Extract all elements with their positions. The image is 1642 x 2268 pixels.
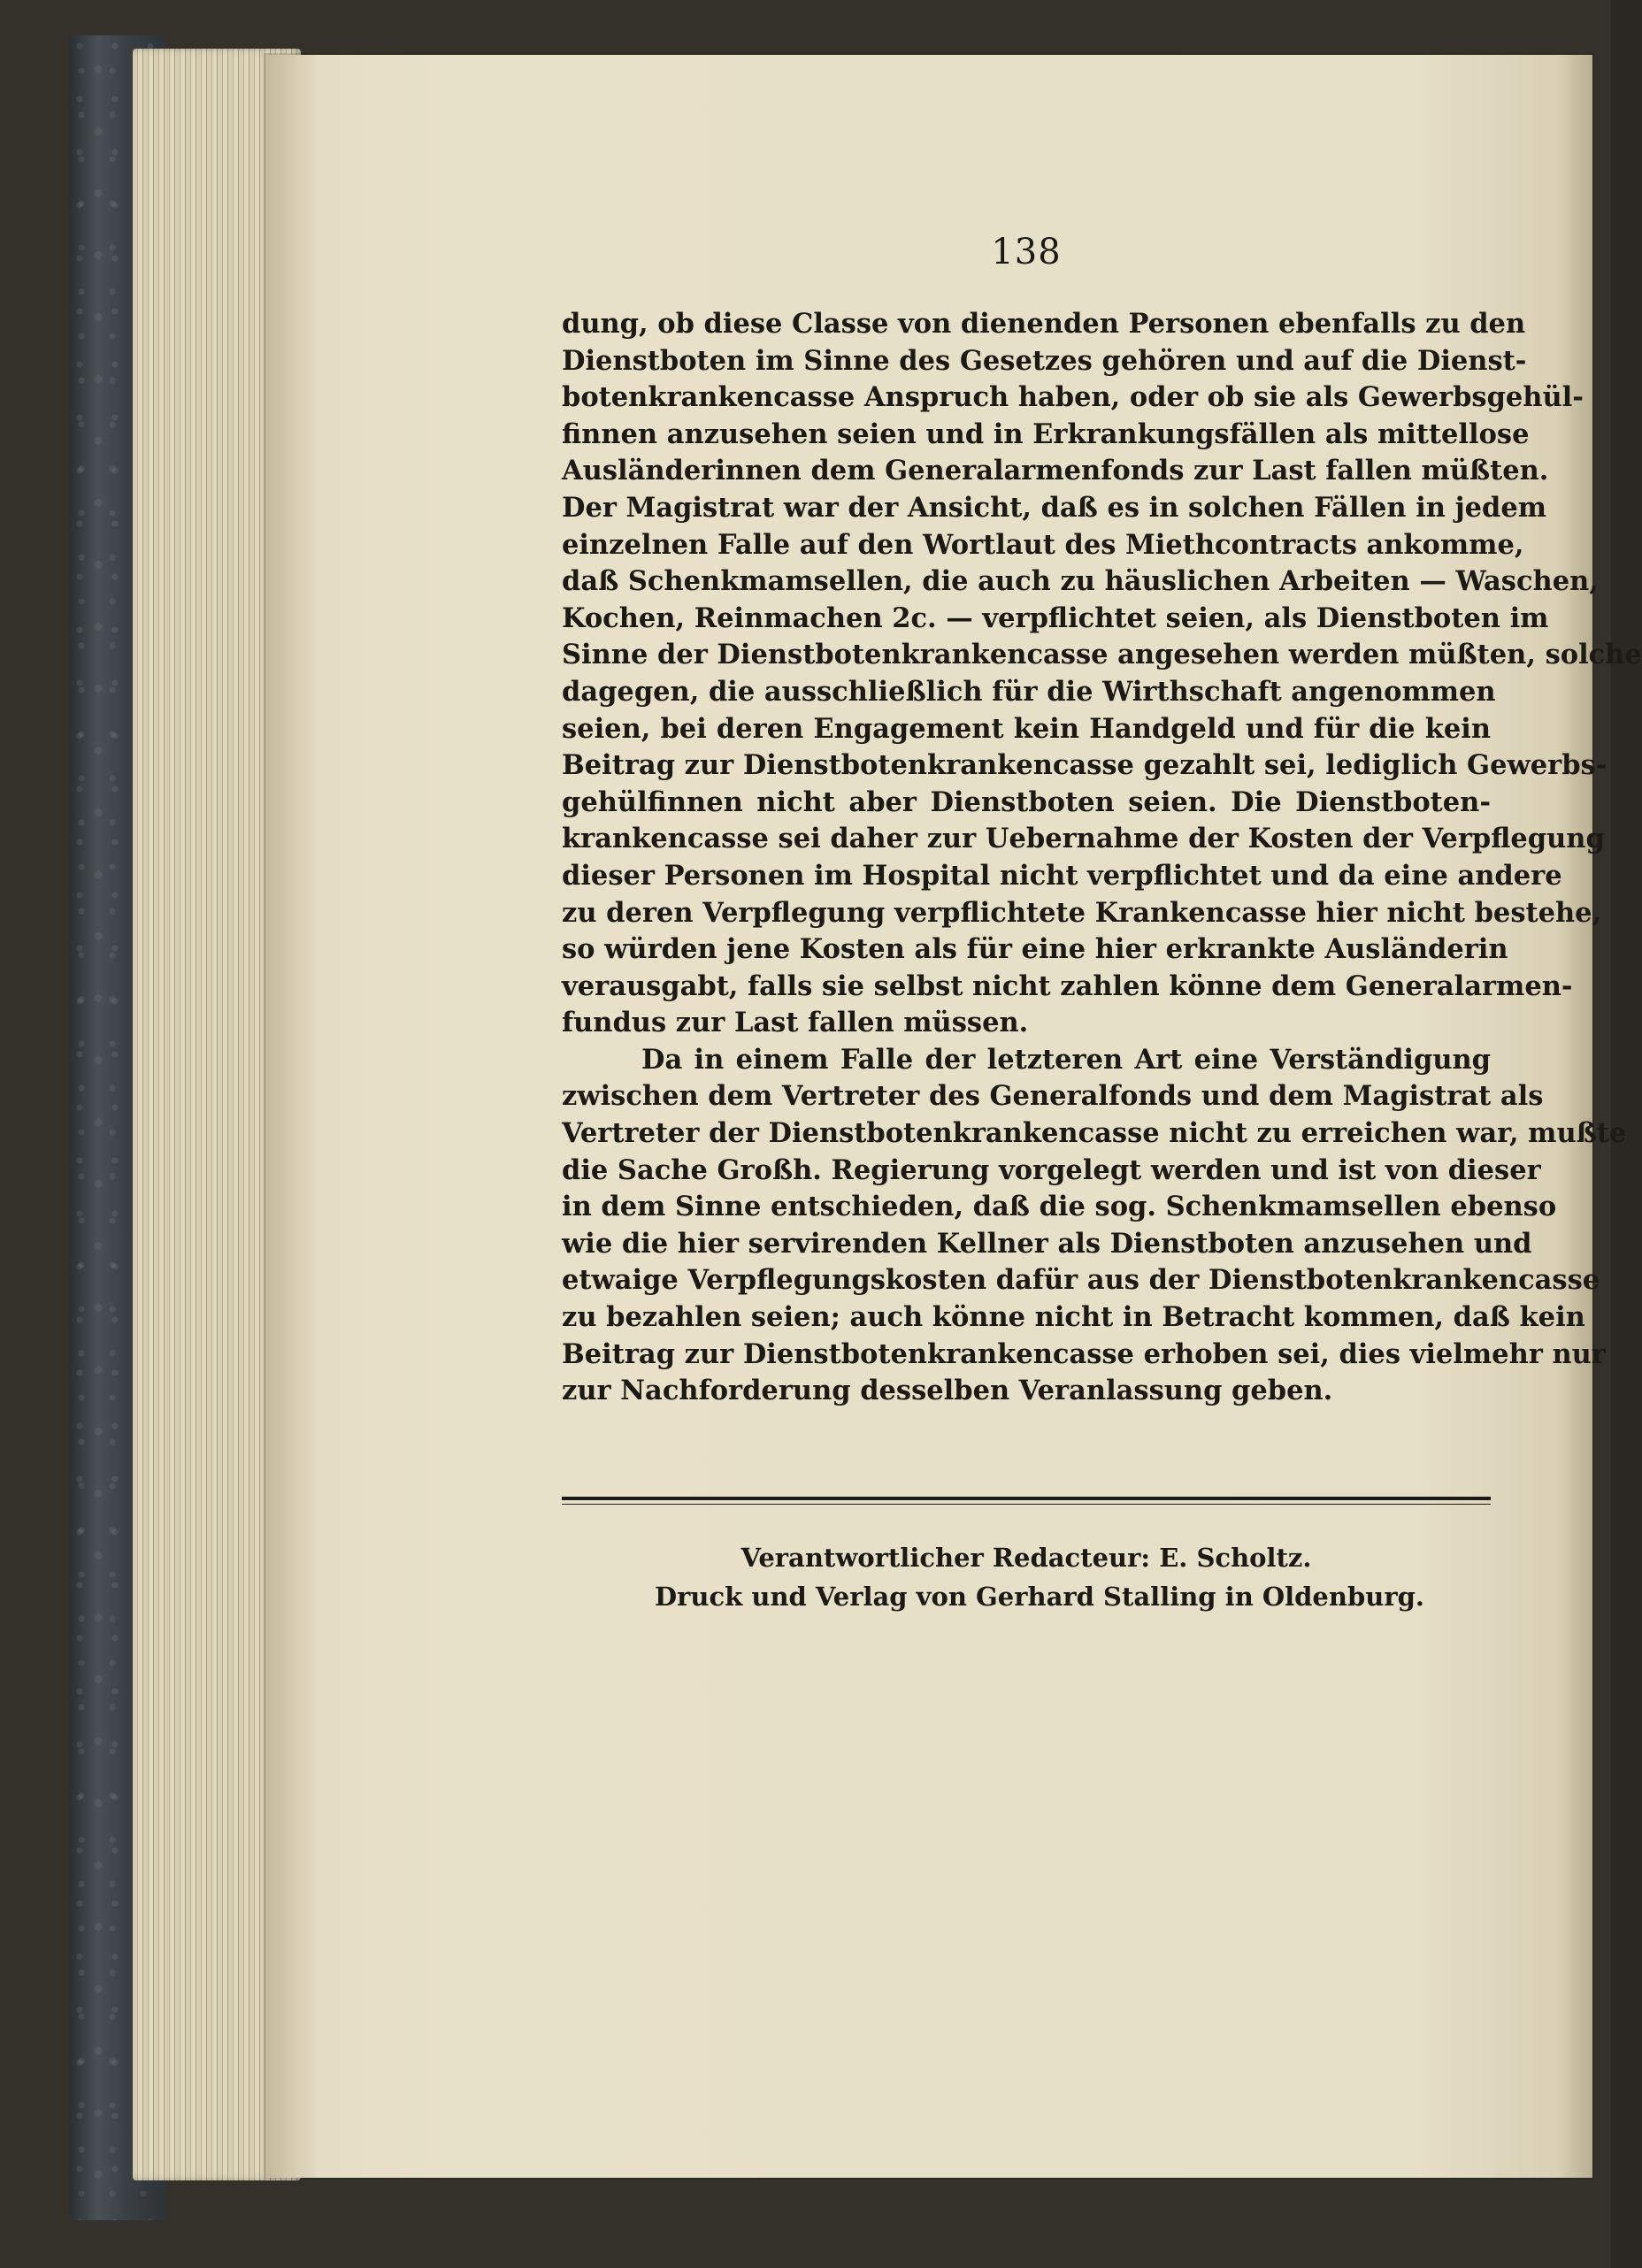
text-line: die Sache Großh. Regierung vorgelegt werden und ist von dieser [562,1153,1541,1186]
text-line: Vertreter der Dienstbotenkrankencasse nicht zu erreichen war, mußte [562,1117,1627,1150]
text-line: Der Magistrat war der Ansicht, daß es in solchen Fällen in jedem [562,491,1547,524]
text-line: Ausländerinnen dem Generalarmenfonds zur Last fallen müßten. [562,455,1549,487]
page-sheet [265,55,1642,2178]
body-text [562,306,1642,1410]
text-line: fundus zur Last fallen müssen. [562,1007,1029,1039]
double-rule-divider [562,1497,1491,1505]
imprint [562,1538,1491,1616]
text-line: etwaige Verpflegungskosten dafür aus der Dienstbotenkrankencasse [562,1264,1600,1297]
text-line: dieser Personen im Hospital nicht verpflichtet und da eine andere [562,859,1562,892]
text-line: Kochen, Reinmachen 2c. — verpflichtet seien, als Dienstboten im [562,601,1549,634]
text-line: dagegen, die ausschließlich für die Wirthschaft angenommen [562,675,1496,708]
text-line: Beitrag zur Dienstbotenkrankencasse gezahlt sei, lediglich Gewerbs- [562,749,1607,782]
text-line: so würden jene Kosten als für eine hier erkrankte Ausländerin [562,933,1508,966]
text-line: einzelnen Falle auf den Wortlaut des Miethcontracts ankomme, [562,528,1524,561]
text-line: zu bezahlen seien; auch könne nicht in Betracht kommen, daß kein [562,1301,1585,1334]
text-line: daß Schenkmamsellen, die auch zu häuslichen Arbeiten — Waschen, [562,565,1599,598]
text-line: wie die hier servirenden Kellner als Dienstboten anzusehen und [562,1227,1532,1260]
publisher-line: Druck und Verlag von Gerhard Stalling in Oldenburg. [655,1581,1424,1612]
text-line: krankencasse sei daher zur Uebernahme der Kosten der Verpflegung [562,823,1605,855]
page-content [562,232,1642,1616]
text-line: zu deren Verpflegung verpflichtete Krankencasse hier nicht bestehe, [562,896,1602,929]
text-line: finnen anzusehen seien und in Erkrankungsfällen als mittellose [562,418,1530,450]
text-line: gehülfinnen nicht aber Dienstboten seien. Die Dienstboten- [562,785,1491,818]
page-number: 138 [991,232,1062,272]
text-line: Beitrag zur Dienstbotenkrankencasse erhoben sei, dies vielmehr nur [562,1337,1606,1370]
text-line: Dienstboten im Sinne des Gesetzes gehören und auf die Dienst- [562,344,1527,377]
text-line: zur Nachforderung desselben Veranlassung geben. [562,1375,1333,1407]
text-line: Sinne der Dienstbotenkrankencasse angesehen werden müßten, solche [562,639,1642,671]
text-line: verausgabt, falls sie selbst nicht zahlen könne dem Generalarmen- [562,969,1573,1002]
text-line: zwischen dem Vertreter des Generalfonds und dem Magistrat als [562,1080,1544,1113]
editor-line: Verantwortlicher Redacteur: E. Scholtz. [740,1542,1312,1573]
text-line: in dem Sinne entschieden, daß die sog. Schenkmamsellen ebenso [562,1191,1557,1223]
text-line: botenkrankencasse Anspruch haben, oder ob sie als Gewerbsgehül- [562,381,1584,414]
text-line: seien, bei deren Engagement kein Handgeld und für die kein [562,712,1491,745]
text-line: Da in einem Falle der letzteren Art eine Verständigung [641,1043,1491,1076]
text-line: dung, ob diese Classe von dienenden Personen ebenfalls zu den [562,308,1526,340]
